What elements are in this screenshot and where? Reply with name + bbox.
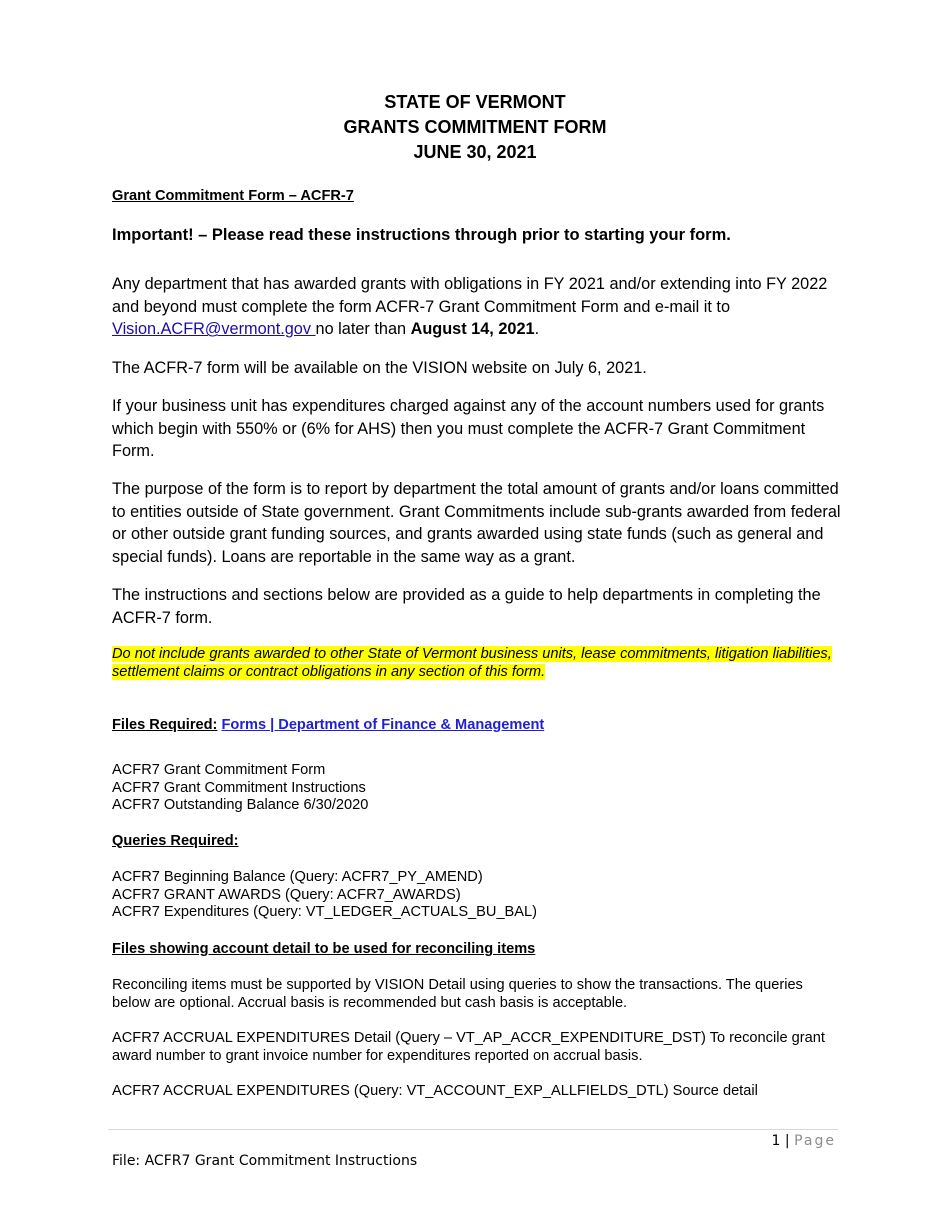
deadline-date: August 14, 2021 xyxy=(410,320,535,339)
page-number xyxy=(772,1133,836,1149)
list-item: ACFR7 Expenditures (Query: VT_LEDGER_ACTUALS_BU_BAL) xyxy=(112,904,538,920)
form-title: Grant Commitment Form – ACFR-7 xyxy=(112,188,354,204)
files-required-label: Files Required: xyxy=(112,717,218,733)
document-header xyxy=(0,90,950,165)
reconciling-intro: Reconciling items must be supported by VISION Detail using queries to show the transactions. The queries below are optional. Accrual basis is recommended but cash basis is acceptable. xyxy=(112,977,803,1011)
files-required-heading xyxy=(112,717,842,733)
list-item: ACFR7 Grant Commitment Form xyxy=(112,762,326,778)
paragraph-purpose: The purpose of the form is to report by department the total amount of grants and/or loans committed to entities outside of State government. Grant Commitments include sub-grants awarded from federal or other outside grant funding sources, and grants awarded using state funds (such as general and special funds). Loans are reportable in the same way as a grant. xyxy=(112,480,841,566)
queries-required-heading: Queries Required: xyxy=(112,833,239,849)
files-list xyxy=(112,762,842,815)
page-separator: | xyxy=(784,1133,790,1149)
reconciling-item-source-detail: ACFR7 ACCRUAL EXPENDITURES (Query: VT_ACCOUNT_EXP_ALLFIELDS_DTL) Source detail xyxy=(112,1083,758,1099)
list-item: ACFR7 Beginning Balance (Query: ACFR7_PY_AMEND) xyxy=(112,869,483,885)
header-date: JUNE 30, 2021 xyxy=(413,142,537,162)
paragraph-guide: The instructions and sections below are provided as a guide to help departments in completing the ACFR-7 form. xyxy=(112,586,821,627)
para1-end: . xyxy=(534,320,540,339)
para1-after: no later than xyxy=(315,320,411,339)
warning-text: Do not include grants awarded to other State of Vermont business units, lease commitments, litigation liabilities, settlement claims or contract obligations in any section of this form. xyxy=(112,646,832,680)
list-item: ACFR7 Grant Commitment Instructions xyxy=(112,779,366,796)
footer-file-name: File: ACFR7 Grant Commitment Instructions xyxy=(112,1153,418,1169)
list-item: ACFR7 Outstanding Balance 6/30/2020 xyxy=(112,797,369,813)
warning-note xyxy=(112,645,832,681)
paragraph-availability: The ACFR-7 form will be available on the VISION website on July 6, 2021. xyxy=(112,359,647,377)
list-item: ACFR7 GRANT AWARDS (Query: ACFR7_AWARDS) xyxy=(112,886,461,903)
reconciling-heading: Files showing account detail to be used for reconciling items xyxy=(112,941,536,957)
reconciling-item-accrual-detail: ACFR7 ACCRUAL EXPENDITURES Detail (Query – VT_AP_ACCR_EXPENDITURE_DST) To reconcile grant award number to grant invoice number for expenditures reported on accrual basis. xyxy=(112,1030,825,1064)
header-form-name: GRANTS COMMITMENT FORM xyxy=(343,117,607,137)
page-word: Page xyxy=(794,1133,836,1149)
email-link[interactable]: Vision.ACFR@vermont.gov xyxy=(112,320,316,339)
page-number-value: 1 xyxy=(771,1133,781,1149)
paragraph-deadline xyxy=(112,273,842,341)
important-heading: Important! – Please read these instructions through prior to starting your form. xyxy=(112,226,731,244)
forms-link[interactable]: Forms | Department of Finance & Management xyxy=(221,717,545,733)
para1-text: Any department that has awarded grants with obligations in FY 2021 and/or extending into FY 2022 and beyond must complete the form ACFR-7 Grant Commitment Form and e-mail it to xyxy=(112,275,828,316)
footer-divider xyxy=(108,1129,838,1130)
paragraph-business-unit: If your business unit has expenditures charged against any of the account numbers used for grants which begin with 550% or (6% for AHS) then you must complete the ACFR-7 Grant Commitment Form. xyxy=(112,397,825,461)
queries-list xyxy=(112,869,842,922)
header-state: STATE OF VERMONT xyxy=(384,92,566,112)
